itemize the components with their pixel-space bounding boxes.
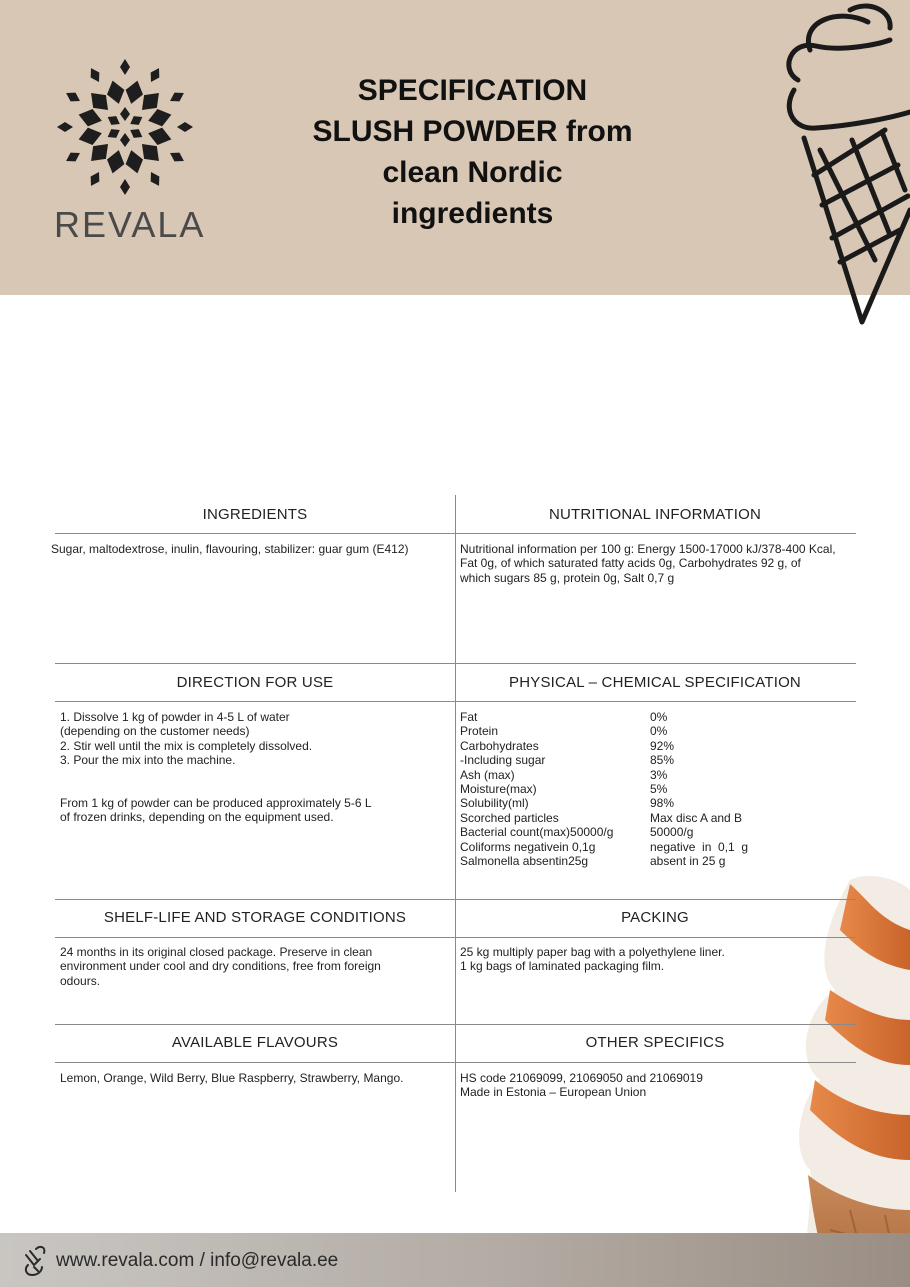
nutrition-text <box>460 542 836 585</box>
row-divider <box>55 1062 856 1063</box>
row-divider <box>55 937 856 938</box>
spec-value: 85% <box>650 753 675 768</box>
spec-row <box>460 753 840 767</box>
spec-row <box>460 782 840 796</box>
row-divider <box>55 663 856 664</box>
shelf-life-text <box>60 945 381 988</box>
spec-value: Max disc A and B <box>650 810 743 825</box>
other-text <box>460 1071 703 1100</box>
column-divider <box>455 495 456 1192</box>
spec-key: Bacterial count(max)50000/g <box>460 825 614 840</box>
logo-wordmark: REVALA <box>54 204 206 245</box>
spec-row <box>460 796 840 810</box>
ingredients-line: Sugar, maltodextrose, inulin, flavouring, stabilizer: guar gum (E412) <box>51 542 409 556</box>
row-divider <box>55 701 856 702</box>
spec-row <box>460 724 840 738</box>
direction-line: (depending on the customer needs) <box>60 724 250 739</box>
yield-line: From 1 kg of powder can be produced approximately 5-6 L <box>60 796 372 810</box>
ingredients-heading: INGREDIENTS <box>202 506 308 523</box>
revala-logo-mark <box>50 52 200 202</box>
yield-line: of frozen drinks, depending on the equipment used. <box>60 810 334 825</box>
ingredients-text <box>51 542 409 556</box>
flavours-heading: AVAILABLE FLAVOURS <box>171 1034 339 1051</box>
physical-heading: PHYSICAL – CHEMICAL SPECIFICATION <box>509 674 801 691</box>
physical-spec-list <box>460 710 840 868</box>
packing-heading: PACKING <box>621 909 689 926</box>
title-line: ingredients <box>391 197 554 230</box>
spec-key: Salmonella absentin25g <box>460 853 589 868</box>
other-line: HS code 21069099, 21069050 and 21069019 <box>460 1071 703 1085</box>
cone-hand-icon <box>20 1243 52 1279</box>
spec-row <box>460 811 840 825</box>
spec-row <box>460 768 840 782</box>
spec-value: 0% <box>650 724 668 739</box>
row-divider <box>55 899 856 900</box>
nutrition-line: Fat 0g, of which saturated fatty acids 0g, Carbohydrates 92 g, of <box>460 556 801 571</box>
spec-key: Scorched particles <box>460 810 559 825</box>
yield-text <box>60 796 372 825</box>
spec-key: Moisture(max) <box>460 781 537 796</box>
spec-key: -Including sugar <box>460 753 546 768</box>
ice-cream-cone-icon <box>780 0 910 330</box>
packing-line: 1 kg bags of laminated packaging film. <box>460 959 665 974</box>
other-line: Made in Estonia – European Union <box>460 1085 647 1100</box>
specification-table <box>51 495 856 1192</box>
spec-key: Carbohydrates <box>460 738 539 753</box>
nutrition-line: which sugars 85 g, protein 0g, Salt 0,7 g <box>460 570 675 585</box>
other-heading: OTHER SPECIFICS <box>585 1034 725 1051</box>
row-divider <box>55 533 856 534</box>
shelf-life-line: odours. <box>60 973 101 988</box>
spec-value: absent in 25 g <box>650 853 726 868</box>
spec-row <box>460 840 840 854</box>
direction-line: 3. Pour the mix into the machine. <box>60 753 236 768</box>
title-line: clean Nordic <box>382 156 563 189</box>
footer-contact[interactable]: www.revala.com / info@revala.ee <box>56 1250 339 1271</box>
title-line: SLUSH POWDER from <box>312 115 633 148</box>
spec-row <box>460 739 840 753</box>
direction-line: 2. Stir well until the mix is completely dissolved. <box>60 738 313 753</box>
spec-key: Ash (max) <box>460 767 515 782</box>
title-line: SPECIFICATION <box>357 74 588 107</box>
shelf-life-heading: SHELF-LIFE AND STORAGE CONDITIONS <box>103 909 407 926</box>
directions-heading: DIRECTION FOR USE <box>176 674 334 691</box>
spec-key: Solubility(ml) <box>460 796 529 811</box>
spec-value: 98% <box>650 796 675 811</box>
row-divider <box>55 1024 856 1025</box>
shelf-life-line: environment under cool and dry conditions, free from foreign <box>60 959 381 974</box>
flavours-line: Lemon, Orange, Wild Berry, Blue Raspberry, Strawberry, Mango. <box>60 1071 404 1085</box>
spec-value: 5% <box>650 781 668 796</box>
spec-value: 50000/g <box>650 825 694 840</box>
spec-key: Protein <box>460 724 499 739</box>
spec-value: negative in 0,1 g <box>650 839 749 854</box>
nutrition-heading: NUTRITIONAL INFORMATION <box>548 506 762 523</box>
spec-value: 0% <box>650 710 668 724</box>
page-title <box>300 70 645 234</box>
spec-key: Fat <box>460 710 478 724</box>
directions-text <box>60 710 312 768</box>
flavours-text <box>60 1071 403 1085</box>
spec-key: Coliforms negativein 0,1g <box>460 839 596 854</box>
direction-line: 1. Dissolve 1 kg of powder in 4-5 L of water <box>60 710 290 724</box>
spec-value: 3% <box>650 767 668 782</box>
spec-value: 92% <box>650 738 675 753</box>
nutrition-line: Nutritional information per 100 g: Energy 1500-17000 kJ/378-400 Kcal, <box>460 542 836 556</box>
revala-logo <box>50 52 206 252</box>
packing-text <box>460 945 725 974</box>
packing-line: 25 kg multiply paper bag with a polyethylene liner. <box>460 945 725 959</box>
spec-row <box>460 825 840 839</box>
spec-row <box>460 710 840 724</box>
spec-row <box>460 854 840 868</box>
shelf-life-line: 24 months in its original closed package. Preserve in clean <box>60 945 373 959</box>
